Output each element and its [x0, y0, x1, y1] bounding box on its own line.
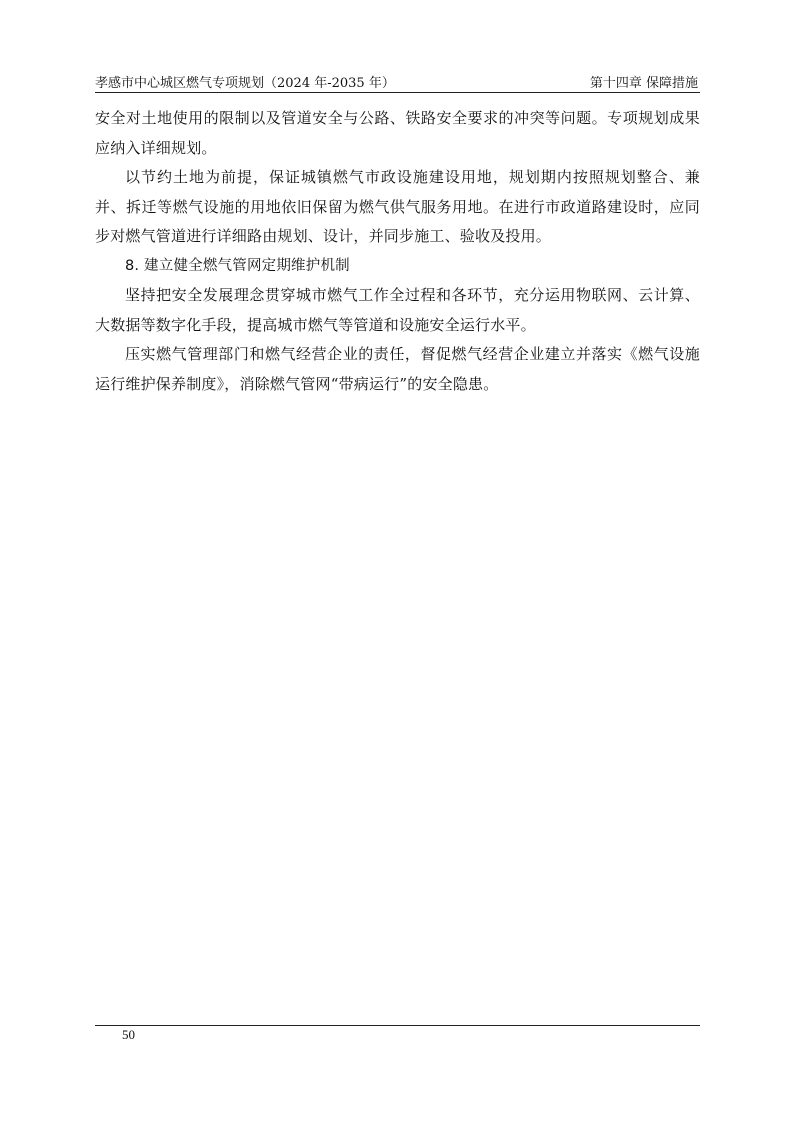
section-heading: 8. 建立健全燃气管网定期维护机制 [125, 257, 350, 274]
footer-divider [95, 1025, 700, 1026]
page-body [95, 104, 700, 399]
paragraph-land-use: 以节约土地为前提，保证城镇燃气市政设施建设用地，规划期内按照规划整合、兼并、拆迁等燃气设施的用地依旧保留为燃气供气服务用地。在进行市政道路建设时，应同步对燃气管道进行详细路由规划、设计，并同步施工、验收及投用。 [95, 168, 700, 245]
paragraph-digital-safety: 坚持把安全发展理念贯穿城市燃气工作全过程和各环节，充分运用物联网、云计算、大数据等数字化手段，提高城市燃气等管道和设施安全运行水平。 [95, 286, 700, 334]
chapter-title: 第十四章 保障措施 [589, 76, 698, 91]
header-divider [95, 92, 700, 93]
page-header [95, 70, 700, 92]
document-title: 孝感市中心城区燃气专项规划（2024 年-2035 年） [95, 76, 395, 91]
paragraph-continued: 安全对土地使用的限制以及管道安全与公路、铁路安全要求的冲突等问题。专项规划成果应纳入详细规划。 [95, 109, 700, 157]
page-number: 50 [122, 1027, 135, 1042]
paragraph-responsibility: 压实燃气管理部门和燃气经营企业的责任，督促燃气经营企业建立并落实《燃气设施运行维护保养制度》，消除燃气管网“带病运行”的安全隐患。 [95, 345, 700, 393]
